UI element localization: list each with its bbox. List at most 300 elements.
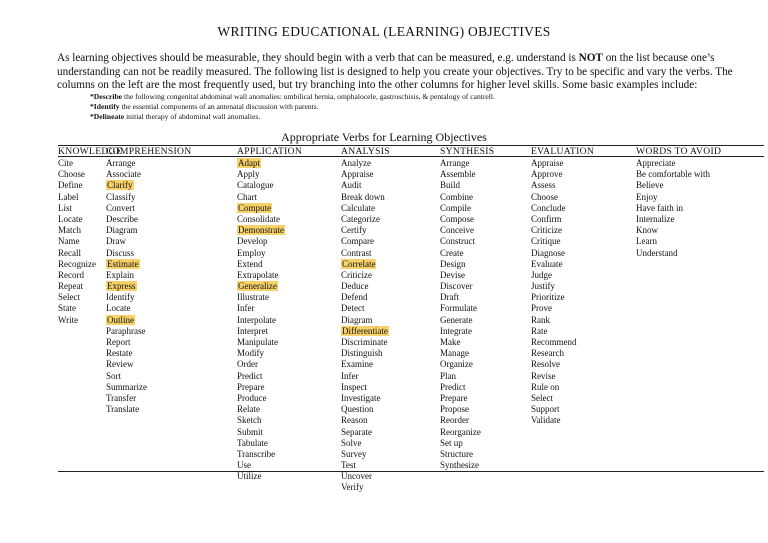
verb-item <box>440 404 494 415</box>
verb-item <box>341 449 390 460</box>
verb-text: Select <box>531 392 553 403</box>
verb-item <box>341 337 390 348</box>
verb-item <box>237 371 302 382</box>
verb-text: Conclude <box>531 202 566 213</box>
verb-text: Combine <box>440 191 473 202</box>
highlighted-verb: Clarify <box>107 180 133 191</box>
verb-item <box>636 203 721 214</box>
verb-text: Locate <box>58 213 83 224</box>
verb-item <box>237 427 302 438</box>
verb-text: Survey <box>341 448 367 459</box>
verb-text: Criticize <box>531 225 562 236</box>
verb-text: Defend <box>341 292 368 303</box>
verb-text: Break down <box>341 191 385 202</box>
verb-item <box>440 415 494 426</box>
verb-text: Critique <box>531 236 561 247</box>
column-header: COMPREHENSION <box>106 146 192 157</box>
verb-item <box>636 180 721 191</box>
verb-item <box>440 315 494 326</box>
verb-text: Classify <box>106 191 136 202</box>
verb-item <box>237 270 302 281</box>
verb-item <box>106 404 191 415</box>
verb-text: Analyze <box>341 158 371 168</box>
verb-item <box>341 404 390 415</box>
verb-item <box>341 236 390 247</box>
verb-text: Manipulate <box>237 337 278 347</box>
verb-text: Revise <box>531 370 556 381</box>
example-item: *Describe the following congenital abdominal wall anomalies: umbilical hernia, omphalocele, gastroschisis, & pentalogy of cantrell. <box>90 92 495 101</box>
verb-item <box>341 303 390 314</box>
table-bottom-rule <box>58 471 764 472</box>
verb-item <box>237 438 302 449</box>
verb-text: Appraise <box>341 169 374 180</box>
verb-item <box>237 236 302 247</box>
verb-item <box>341 415 390 426</box>
verb-item <box>237 337 302 348</box>
verb-text: Transcribe <box>237 448 276 459</box>
verb-item <box>341 382 390 393</box>
verb-text: Question <box>341 404 374 415</box>
verb-text: Solve <box>341 437 362 448</box>
verb-item <box>106 236 191 247</box>
verb-item <box>440 326 494 337</box>
verb-text: Plan <box>440 370 457 381</box>
verb-text: Devise <box>440 269 465 280</box>
verb-item <box>237 259 302 270</box>
verb-text: Assess <box>531 180 556 191</box>
verb-item <box>440 270 494 281</box>
verb-item <box>440 393 494 404</box>
verb-text: Interpret <box>237 325 268 336</box>
verb-item <box>531 259 594 270</box>
verb-item <box>106 180 191 191</box>
verb-text: Consolidate <box>237 213 280 224</box>
verb-item <box>440 158 494 169</box>
verb-text: Rank <box>531 314 550 325</box>
column-analysis <box>341 146 390 494</box>
verb-item <box>341 393 390 404</box>
verb-text: Have faith in <box>636 202 683 213</box>
verb-item <box>531 281 594 292</box>
column-header: EVALUATION <box>531 146 595 157</box>
verb-text: Choose <box>58 169 85 180</box>
verb-item <box>106 270 191 281</box>
verb-item <box>531 169 594 180</box>
verb-text: Reason <box>341 415 368 426</box>
verb-text: Modify <box>237 348 264 359</box>
verb-text: Contrast <box>341 247 372 258</box>
verb-text: Rule on <box>531 381 560 392</box>
verb-text: Infer <box>237 303 255 314</box>
verb-item <box>237 359 302 370</box>
verb-item <box>237 214 302 225</box>
verb-item <box>237 158 302 169</box>
verb-text: Sketch <box>237 415 262 426</box>
column-header: ANALYSIS <box>341 146 390 157</box>
verb-text: Reorganize <box>440 426 481 437</box>
verb-text: Propose <box>440 404 469 415</box>
verb-text: Infer <box>341 370 359 381</box>
verb-item <box>440 382 494 393</box>
verb-text: Compare <box>341 236 374 247</box>
verb-item <box>531 248 594 259</box>
verb-item <box>237 303 302 314</box>
verb-text: Record <box>58 269 84 280</box>
verb-text: Create <box>440 247 464 258</box>
verb-text: Choose <box>531 191 558 202</box>
verb-text: Sort <box>106 370 122 381</box>
verb-item <box>440 292 494 303</box>
verb-item <box>237 415 302 426</box>
highlighted-verb: Express <box>107 281 136 292</box>
verb-text: Chart <box>237 191 257 202</box>
verb-item <box>341 180 390 191</box>
verb-text: Generate <box>440 314 473 325</box>
verb-text: Judge <box>531 269 552 280</box>
highlighted-verb: Estimate <box>107 258 139 269</box>
verb-text: Confirm <box>531 213 562 224</box>
verb-item <box>440 303 494 314</box>
verb-item <box>341 259 390 270</box>
verb-text: Inspect <box>341 381 367 392</box>
verb-text: Restate <box>106 348 133 359</box>
verb-text: Compose <box>440 213 475 224</box>
verb-item <box>106 315 191 326</box>
verb-text: Evaluate <box>531 258 563 269</box>
verb-item <box>106 303 191 314</box>
verb-text: Organize <box>440 359 473 370</box>
verb-text: Diagram <box>341 314 373 325</box>
verb-text: Diagnose <box>531 247 565 258</box>
verb-item <box>237 382 302 393</box>
verb-text: Identify <box>106 292 135 303</box>
verb-item <box>440 192 494 203</box>
verb-text: Submit <box>237 426 264 437</box>
verb-item <box>440 169 494 180</box>
verb-item <box>531 371 594 382</box>
verb-item <box>341 315 390 326</box>
column-synthesis <box>440 146 494 471</box>
verb-text: Manage <box>440 348 469 359</box>
verb-item <box>636 169 721 180</box>
verb-text: Appreciate <box>636 158 676 168</box>
verb-item <box>237 315 302 326</box>
verb-item <box>341 214 390 225</box>
verb-item <box>237 248 302 259</box>
verb-item <box>237 393 302 404</box>
verb-item <box>106 348 191 359</box>
verb-text: Conceive <box>440 225 474 236</box>
verb-text: Compile <box>440 202 471 213</box>
verb-text: Define <box>58 180 83 191</box>
verb-text: Explain <box>106 269 134 280</box>
verb-item <box>531 214 594 225</box>
verb-item <box>531 337 594 348</box>
verb-text: Enjoy <box>636 191 658 202</box>
verb-text: Assemble <box>440 169 476 180</box>
verb-text: State <box>58 303 76 314</box>
verb-text: Deduce <box>341 281 369 292</box>
verb-text: List <box>58 202 73 213</box>
verb-item <box>106 281 191 292</box>
verb-item <box>341 471 390 482</box>
examples-list <box>90 92 760 122</box>
verb-text: Cite <box>58 158 73 168</box>
verb-item <box>636 225 721 236</box>
verb-item <box>237 281 302 292</box>
verb-item <box>237 449 302 460</box>
verb-item <box>440 214 494 225</box>
table-subtitle: Appropriate Verbs for Learning Objectives <box>281 130 487 144</box>
verb-item <box>237 225 302 236</box>
column-header: APPLICATION <box>237 146 303 157</box>
verb-text: Detect <box>341 303 365 314</box>
verb-item <box>440 460 494 471</box>
verb-item <box>341 169 390 180</box>
column-application <box>237 146 302 482</box>
verb-item <box>106 326 191 337</box>
verb-text: Match <box>58 225 81 236</box>
verb-item <box>106 371 191 382</box>
verb-text: Make <box>440 337 461 347</box>
verb-text: Formulate <box>440 303 477 314</box>
verb-item <box>341 292 390 303</box>
column-header: SYNTHESIS <box>440 146 495 157</box>
verb-text: Develop <box>237 236 268 247</box>
verb-text: Design <box>440 258 466 269</box>
verb-text: Repeat <box>58 281 83 292</box>
column-words-to-avoid <box>636 146 721 259</box>
verb-text: Interpolate <box>237 314 276 325</box>
verb-item <box>237 471 302 482</box>
column-header: WORDS TO AVOID <box>636 146 722 157</box>
verb-item <box>341 371 390 382</box>
verb-text: Justify <box>531 281 556 292</box>
verb-item <box>237 203 302 214</box>
verb-text: Employ <box>237 247 266 258</box>
verb-text: Discover <box>440 281 473 292</box>
verb-text: Discuss <box>106 247 135 258</box>
highlighted-verb: Adapt <box>238 158 260 168</box>
verb-item <box>106 259 191 270</box>
verb-text: Validate <box>531 415 561 426</box>
verb-text: Uncover <box>341 471 372 482</box>
verb-item <box>341 270 390 281</box>
verb-item <box>531 382 594 393</box>
verb-item <box>341 326 390 337</box>
column-evaluation <box>531 146 594 427</box>
verb-text: Appraise <box>531 158 564 168</box>
verb-item <box>531 393 594 404</box>
verb-text: Rate <box>531 325 548 336</box>
verb-item <box>531 192 594 203</box>
verb-item <box>106 158 191 169</box>
intro-paragraph: As learning objectives should be measurable, they should begin with a verb that can be measured, e.g. understand is NOT on the list because one’s understanding can not be readily measured. The following list is designed to help you create your objectives. Try to be specific and vary the verbs. The columns on the left are the most frequently used, but try branching into the other columns for higher level skills. Some basic examples include: <box>57 52 733 91</box>
verb-text: Distinguish <box>341 348 383 359</box>
verb-item <box>531 303 594 314</box>
verb-item <box>440 427 494 438</box>
verb-item <box>636 236 721 247</box>
verb-text: Extrapolate <box>237 269 279 280</box>
verb-item <box>440 203 494 214</box>
verb-text: Synthesize <box>440 460 479 471</box>
verb-item <box>341 158 390 169</box>
verb-item <box>341 192 390 203</box>
verb-text: Test <box>341 460 356 471</box>
verb-text: Audit <box>341 180 362 191</box>
verb-item <box>440 337 494 348</box>
verb-item <box>106 203 191 214</box>
verb-text: Associate <box>106 169 141 180</box>
not-emphasis: NOT <box>578 52 603 64</box>
verb-item <box>341 281 390 292</box>
verb-item <box>237 180 302 191</box>
verb-text: Set up <box>440 437 463 448</box>
verb-item <box>440 225 494 236</box>
verb-text: Label <box>58 191 79 202</box>
verb-text: Catalogue <box>237 180 274 191</box>
verb-item <box>440 348 494 359</box>
verb-text: Certify <box>341 225 367 236</box>
verb-item <box>636 158 721 169</box>
verb-text: Illustrate <box>237 292 269 303</box>
verb-item <box>341 225 390 236</box>
verb-item <box>106 393 191 404</box>
verb-item <box>531 270 594 281</box>
verb-item <box>531 326 594 337</box>
verb-text: Research <box>531 348 564 359</box>
verb-text: Utilize <box>237 471 262 482</box>
verb-text: Discriminate <box>341 337 388 347</box>
verb-item <box>440 180 494 191</box>
verb-text: Verify <box>341 482 364 493</box>
verb-item <box>531 158 594 169</box>
verb-text: Draft <box>440 292 459 303</box>
verb-item <box>531 359 594 370</box>
verb-text: Reorder <box>440 415 469 426</box>
verb-text: Be comfortable with <box>636 169 710 180</box>
verb-text: Apply <box>237 169 260 180</box>
verb-item <box>106 214 191 225</box>
verb-item <box>341 348 390 359</box>
verb-text: Integrate <box>440 325 472 336</box>
verb-text: Prepare <box>440 392 468 403</box>
verb-text: Prove <box>531 303 552 314</box>
verb-text: Locate <box>106 303 131 314</box>
example-item: *Identify the essential components of an antenatal discussion with parents. <box>90 102 319 111</box>
verb-text: Recall <box>58 247 81 258</box>
verb-item <box>106 292 191 303</box>
verb-text: Criticize <box>341 269 372 280</box>
verb-text: Draw <box>106 236 126 247</box>
verb-text: Believe <box>636 180 664 191</box>
verb-item <box>440 248 494 259</box>
verb-item <box>237 460 302 471</box>
verb-item <box>531 236 594 247</box>
verb-text: Categorize <box>341 213 380 224</box>
verb-item <box>341 203 390 214</box>
verb-text: Prepare <box>237 381 265 392</box>
verb-text: Diagram <box>106 225 138 236</box>
verb-text: Build <box>440 180 461 191</box>
verb-item <box>440 281 494 292</box>
verb-item <box>341 427 390 438</box>
verb-item <box>440 359 494 370</box>
verb-text: Use <box>237 460 251 471</box>
verb-item <box>341 482 390 493</box>
verb-text: Recommend <box>531 337 577 347</box>
verb-text: Name <box>58 236 80 247</box>
verb-text: Paraphrase <box>106 325 146 336</box>
verb-item <box>341 248 390 259</box>
verb-text: Separate <box>341 426 372 437</box>
column-header: KNOWLEDGE <box>58 146 122 157</box>
verb-item <box>341 438 390 449</box>
page-title: WRITING EDUCATIONAL (LEARNING) OBJECTIVES <box>217 24 551 39</box>
verb-item <box>106 192 191 203</box>
verb-text: Recognize <box>58 258 96 269</box>
verb-item <box>237 404 302 415</box>
verb-item <box>636 192 721 203</box>
verb-text: Calculate <box>341 202 375 213</box>
verb-text: Select <box>58 292 80 303</box>
verb-text: Resolve <box>531 359 560 370</box>
verb-text: Translate <box>106 404 140 415</box>
verb-text: Investigate <box>341 392 381 403</box>
verb-item <box>440 449 494 460</box>
verb-item <box>440 438 494 449</box>
verb-text: Examine <box>341 359 373 370</box>
verb-text: Review <box>106 359 134 370</box>
verb-text: Relate <box>237 404 260 415</box>
verb-text: Learn <box>636 236 657 247</box>
verb-item <box>440 259 494 270</box>
verb-text: Know <box>636 225 658 236</box>
verb-item <box>531 315 594 326</box>
verb-text: Tabulate <box>237 437 268 448</box>
verb-item <box>341 359 390 370</box>
verb-text: Arrange <box>440 158 470 168</box>
verb-text: Internalize <box>636 213 675 224</box>
verb-text: Arrange <box>106 158 136 168</box>
highlighted-verb: Generalize <box>238 281 277 292</box>
verb-text: Transfer <box>106 392 137 403</box>
highlighted-verb: Differentiate <box>342 325 388 336</box>
verb-item <box>636 214 721 225</box>
verb-item <box>237 326 302 337</box>
verb-text: Predict <box>440 381 466 392</box>
verb-item <box>531 348 594 359</box>
verb-item <box>106 337 191 348</box>
highlighted-verb: Outline <box>107 314 134 325</box>
verb-text: Approve <box>531 169 563 180</box>
verb-text: Convert <box>106 202 135 213</box>
verb-item <box>341 460 390 471</box>
verb-item <box>106 359 191 370</box>
column-comprehension <box>106 146 191 415</box>
verb-text: Understand <box>636 247 678 258</box>
verb-text: Summarize <box>106 381 147 392</box>
verb-item <box>106 382 191 393</box>
verb-item <box>237 348 302 359</box>
highlighted-verb: Demonstrate <box>238 225 284 236</box>
verb-text: Extend <box>237 258 263 269</box>
verb-text: Predict <box>237 370 263 381</box>
verb-item <box>106 225 191 236</box>
verb-item <box>237 192 302 203</box>
verb-item <box>237 292 302 303</box>
verb-item <box>531 203 594 214</box>
